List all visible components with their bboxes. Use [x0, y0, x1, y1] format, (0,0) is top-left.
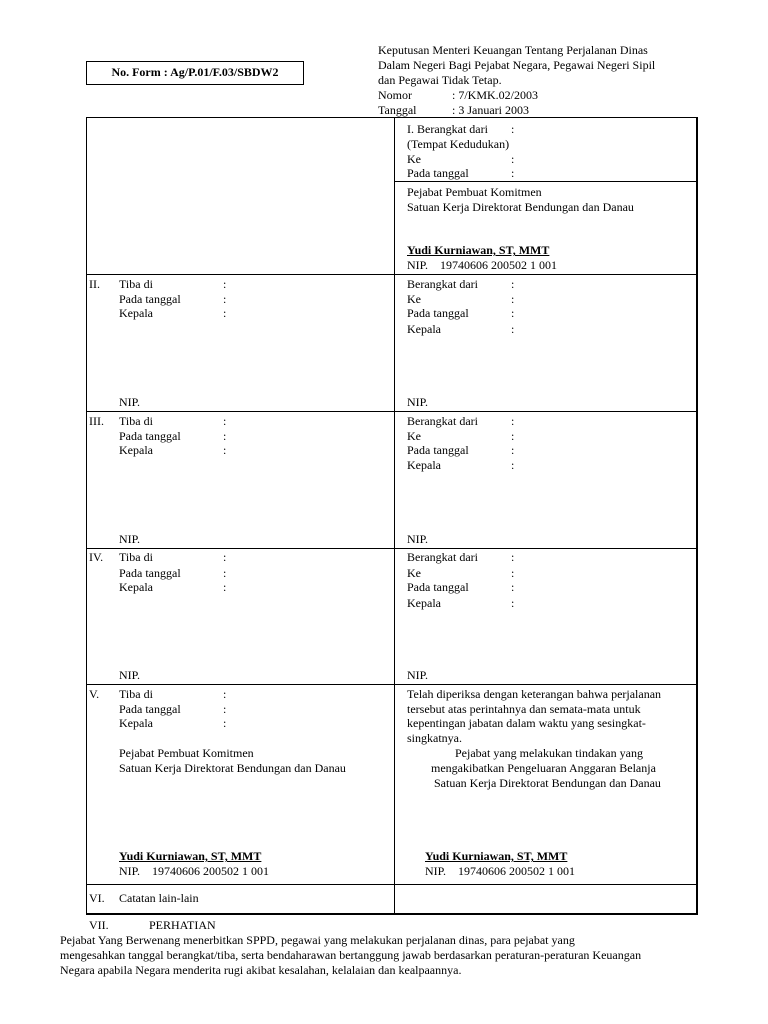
kepala-label: Kepala: [119, 306, 153, 320]
ke-label: Ke: [407, 566, 421, 580]
sec1-pada: [407, 166, 514, 181]
sec4-r-kepala: [407, 596, 514, 611]
berangkat-label: Berangkat dari: [407, 414, 478, 428]
sec3-tiba: [119, 414, 226, 429]
colon: :: [223, 277, 227, 291]
sec4-nip: NIP.: [119, 668, 141, 682]
sec2-r-pada: [407, 306, 514, 321]
attention-line-1: Pejabat Yang Berwenang menerbitkan SPPD, pegawai yang melakukan perjalanan dinas, para pejabat yang: [60, 933, 575, 947]
colon: :: [223, 580, 227, 594]
tiba-label: Tiba di: [119, 277, 153, 291]
kepala-label: Kepala: [407, 596, 441, 610]
table-border-top: [86, 117, 698, 118]
form-number: No. Form : Ag/P.01/F.03/SBDW2: [86, 61, 304, 85]
sec3-number: III.: [89, 414, 104, 428]
sec4-r-pada: [407, 580, 514, 595]
sec4-kepala: [119, 580, 226, 595]
sec1-satker: Satuan Kerja Direktorat Bendungan dan Danau: [407, 200, 634, 214]
colon: :: [511, 429, 515, 443]
sec3-r-kepala: [407, 458, 514, 473]
colon: :: [223, 550, 227, 564]
colon: :: [511, 414, 515, 428]
colon: :: [223, 414, 227, 428]
pada-label: Pada tanggal: [119, 702, 181, 716]
sec5-pada: [119, 702, 226, 717]
attention-number: VII.: [89, 918, 109, 932]
sec4-number: IV.: [89, 550, 104, 564]
tiba-label: Tiba di: [119, 414, 153, 428]
colon: :: [223, 566, 227, 580]
kepala-label: Kepala: [119, 716, 153, 730]
sec5-right-line-5: Pejabat yang melakukan tindakan yang: [455, 746, 643, 760]
table-divider-middle: [394, 117, 395, 915]
pada-label: Pada tanggal: [407, 580, 469, 594]
sec2-pada: [119, 292, 226, 307]
kepala-label: Kepala: [119, 580, 153, 594]
sec1-ke-label: Ke: [407, 152, 421, 166]
row-divider-2: [86, 274, 698, 275]
sec1-berangkat-label: I. Berangkat dari: [407, 122, 488, 136]
kepala-label: Kepala: [119, 443, 153, 457]
attention-notice: [60, 918, 720, 978]
sec5-right-line-1: Telah diperiksa dengan keterangan bahwa perjalanan: [407, 687, 662, 701]
sec2-number: II.: [89, 277, 100, 291]
sec4-r-nip: NIP.: [407, 668, 429, 682]
colon: :: [223, 687, 227, 701]
sec2-r-kepala: [407, 322, 514, 337]
sec2-r-ke: [407, 292, 514, 307]
colon: :: [511, 306, 515, 320]
attention-title: PERHATIAN: [149, 918, 216, 932]
colon: :: [223, 702, 227, 716]
sec5-kepala: [119, 716, 226, 731]
table-border-bottom: [86, 913, 698, 915]
row-divider-6: [86, 884, 698, 885]
tiba-label: Tiba di: [119, 550, 153, 564]
sec5-number: V.: [89, 687, 100, 701]
colon: :: [511, 580, 515, 594]
colon: :: [223, 429, 227, 443]
sec5-right-line-3: kepentingan jabatan dalam waktu yang sesingkat-: [407, 716, 646, 730]
attention-line-2: mengesahkan tanggal berangkat/tiba, serta bendaharawan bertanggung jawab berdasarkan peraturan-peraturan Keuangan: [60, 948, 642, 962]
sec5-satker: Satuan Kerja Direktorat Bendungan dan Danau: [119, 761, 346, 775]
colon: :: [511, 550, 515, 564]
tiba-label: Tiba di: [119, 687, 153, 701]
ke-label: Ke: [407, 429, 421, 443]
sec1-signatory-nip: NIP. 19740606 200502 1 001: [407, 258, 558, 272]
sec2-tiba: [119, 277, 226, 292]
sec3-r-ke: [407, 429, 514, 444]
colon: :: [511, 277, 515, 291]
sec2-r-berangkat: [407, 277, 514, 292]
pada-label: Pada tanggal: [119, 292, 181, 306]
sec1-berangkat: [407, 122, 514, 137]
colon: :: [511, 322, 515, 336]
colon: :: [511, 166, 515, 180]
sec1-pada-label: Pada tanggal: [407, 166, 469, 180]
sec5-signatory-nip: NIP. 19740606 200502 1 001: [119, 864, 270, 878]
sec5-right-line-6: mengakibatkan Pengeluaran Anggaran Belanja: [431, 761, 656, 775]
sec4-r-berangkat: [407, 550, 514, 565]
header-tanggal: [378, 103, 655, 118]
colon: :: [511, 596, 515, 610]
sec4-r-ke: [407, 566, 514, 581]
sec1-pejabat: Pejabat Pembuat Komitmen: [407, 185, 542, 199]
sec2-r-nip: NIP.: [407, 395, 429, 409]
colon: :: [223, 716, 227, 730]
sec6-catatan: Catatan lain-lain: [119, 891, 199, 905]
sec1-ke: [407, 152, 514, 167]
pada-label: Pada tanggal: [119, 566, 181, 580]
colon: :: [511, 443, 515, 457]
header-line-2: Dalam Negeri Bagi Pejabat Negara, Pegawai Negeri Sipil: [378, 58, 656, 72]
nomor-value: : 7/KMK.02/2003: [452, 88, 539, 102]
sec3-pada: [119, 429, 226, 444]
berangkat-label: Berangkat dari: [407, 550, 478, 564]
tanggal-value: : 3 Januari 2003: [452, 103, 529, 117]
colon: :: [511, 122, 515, 136]
row-divider-4: [86, 548, 698, 549]
sec2-kepala: [119, 306, 226, 321]
table-border-left: [86, 117, 87, 915]
sec3-kepala: [119, 443, 226, 458]
colon: :: [223, 292, 227, 306]
attention-heading: [60, 918, 720, 933]
pada-label: Pada tanggal: [407, 306, 469, 320]
colon: :: [511, 458, 515, 472]
sec1-signatory-name: Yudi Kurniawan, ST, MMT: [407, 243, 550, 257]
sec5-right-signatory-name: Yudi Kurniawan, ST, MMT: [425, 849, 568, 863]
sec5-right-signatory-nip: NIP. 19740606 200502 1 001: [425, 864, 576, 878]
sec4-tiba: [119, 550, 226, 565]
berangkat-label: Berangkat dari: [407, 277, 478, 291]
colon: :: [511, 152, 515, 166]
header-line-1: Keputusan Menteri Keuangan Tentang Perjalanan Dinas: [378, 43, 648, 57]
row-divider-1a: [394, 181, 698, 182]
sec5-right-line-2: tersebut atas perintahnya dan semata-mata untuk: [407, 702, 641, 716]
ke-label: Ke: [407, 292, 421, 306]
header-nomor: [378, 88, 655, 103]
kepala-label: Kepala: [407, 322, 441, 336]
regulation-header: [378, 43, 655, 118]
sec1-tempat: (Tempat Kedudukan): [407, 137, 510, 151]
sec5-right-line-4: singkatnya.: [407, 731, 462, 745]
sec4-pada: [119, 566, 226, 581]
attention-line-3: Negara apabila Negara menderita rugi akibat kesalahan, kelalaian dan kealpaannya.: [60, 963, 462, 977]
sec5-signatory-name: Yudi Kurniawan, ST, MMT: [119, 849, 262, 863]
sec5-right-line-7: Satuan Kerja Direktorat Bendungan dan Danau: [434, 776, 661, 790]
colon: :: [223, 443, 227, 457]
sec2-nip: NIP.: [119, 395, 141, 409]
sec5-pejabat: Pejabat Pembuat Komitmen: [119, 746, 254, 760]
table-border-right: [696, 117, 698, 915]
colon: :: [511, 566, 515, 580]
pada-label: Pada tanggal: [119, 429, 181, 443]
sec3-r-berangkat: [407, 414, 514, 429]
row-divider-5: [86, 684, 698, 685]
sec5-tiba: [119, 687, 226, 702]
row-divider-3: [86, 411, 698, 412]
pada-label: Pada tanggal: [407, 443, 469, 457]
colon: :: [223, 306, 227, 320]
sec3-r-nip: NIP.: [407, 532, 429, 546]
sec3-r-pada: [407, 443, 514, 458]
header-line-3: dan Pegawai Tidak Tetap.: [378, 73, 502, 87]
kepala-label: Kepala: [407, 458, 441, 472]
nomor-label: Nomor: [378, 88, 412, 102]
sec3-nip: NIP.: [119, 532, 141, 546]
sec6-number: VI.: [89, 891, 105, 905]
colon: :: [511, 292, 515, 306]
tanggal-label: Tanggal: [378, 103, 417, 117]
